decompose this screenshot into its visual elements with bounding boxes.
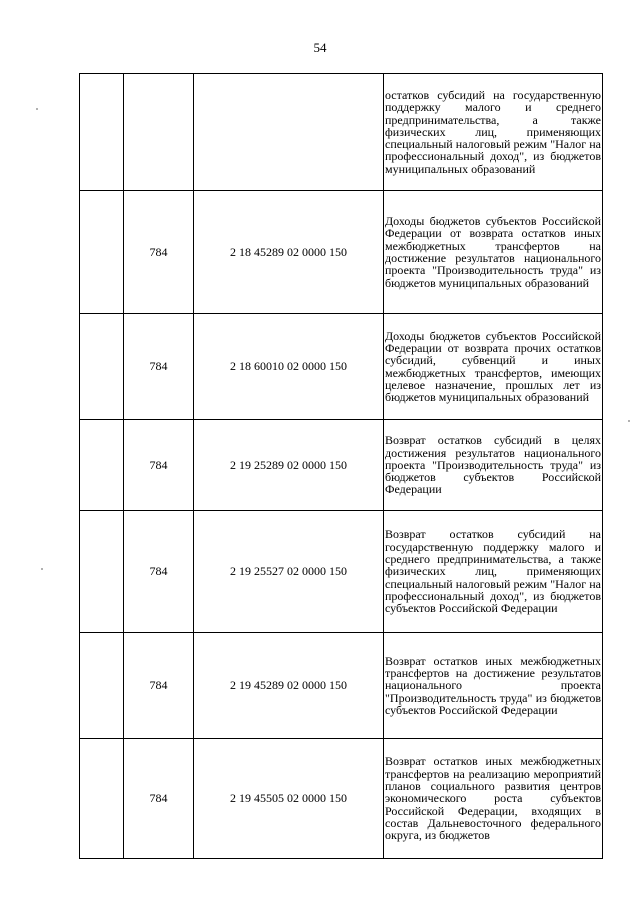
empty-cell [80, 511, 124, 633]
empty-cell [80, 633, 124, 739]
kbk-code-cell: 2 19 25527 02 0000 150 [194, 511, 384, 633]
admin-code-cell: 784 [124, 191, 194, 314]
description-cell [384, 511, 603, 633]
table-row [80, 511, 603, 633]
admin-code-cell [124, 74, 194, 191]
page-number: 54 [313, 40, 327, 55]
admin-code-cell: 784 [124, 420, 194, 511]
description-cell [384, 314, 603, 420]
admin-code-cell: 784 [124, 633, 194, 739]
kbk-code-cell: 2 19 45505 02 0000 150 [194, 739, 384, 859]
kbk-code-cell: 2 19 25289 02 0000 150 [194, 420, 384, 511]
admin-code-cell: 784 [124, 314, 194, 420]
empty-cell [80, 74, 124, 191]
table-row [80, 633, 603, 739]
table-row [80, 420, 603, 511]
kbk-code-cell: 2 18 60010 02 0000 150 [194, 314, 384, 420]
description-text: остатков субсидий на государственную поддержку малого и среднего предпринимательства, а также физических лиц, применяющих специальный налоговый режим "Налог на профессиональный доход", из бюджетов муниципальных образований [385, 87, 601, 176]
table-row [80, 314, 603, 420]
kbk-code-cell [194, 74, 384, 191]
empty-cell [80, 191, 124, 314]
description-text: Доходы бюджетов субъектов Российской Федерации от возврата остатков иных межбюджетных трансфертов на достижение результатов национального проекта "Производительность труда" из бюджетов муниципальных образований [385, 214, 601, 290]
description-text: Доходы бюджетов субъектов Российской Федерации от возврата прочих остатков субсидий, субвенций и иных межбюджетных трансфертов, имеющих целевое назначение, прошлых лет из бюджетов муниципальных образований [385, 328, 601, 405]
description-cell [384, 191, 603, 314]
description-cell [384, 420, 603, 511]
description-text: Возврат остатков иных межбюджетных трансфертов на достижение результатов национального проекта "Производительность труда" из бюджетов субъектов Российской Федерации [385, 653, 601, 717]
kbk-code-cell: 2 19 45289 02 0000 150 [194, 633, 384, 739]
budget-codes-table [79, 73, 603, 859]
empty-cell [80, 420, 124, 511]
empty-cell [80, 314, 124, 420]
scan-dot [36, 108, 38, 110]
scan-dot [41, 568, 43, 570]
description-text: Возврат остатков субсидий на государственную поддержку малого и среднего предпринимательства, а также физических лиц, применяющих специальный налоговый режим "Налог на профессиональный доход", из бюджетов субъектов Российской Федерации [385, 527, 601, 616]
description-cell [384, 74, 603, 191]
description-cell [384, 633, 603, 739]
kbk-code-cell: 2 18 45289 02 0000 150 [194, 191, 384, 314]
table-row [80, 74, 603, 191]
scan-dot [628, 420, 630, 422]
description-text: Возврат остатков иных межбюджетных трансфертов на реализацию мероприятий планов социального развития центров экономического роста субъектов Российской Федерации, входящих в состав Дальневосточного федерального округа, из бюджетов [385, 754, 601, 843]
table-row [80, 191, 603, 314]
table-row [80, 739, 603, 859]
admin-code-cell: 784 [124, 511, 194, 633]
description-cell [384, 739, 603, 859]
description-text: Возврат остатков субсидий в целях достижения результатов национального проекта "Производительность труда" из бюджетов субъектов Российской Федерации [385, 433, 601, 497]
empty-cell [80, 739, 124, 859]
admin-code-cell: 784 [124, 739, 194, 859]
